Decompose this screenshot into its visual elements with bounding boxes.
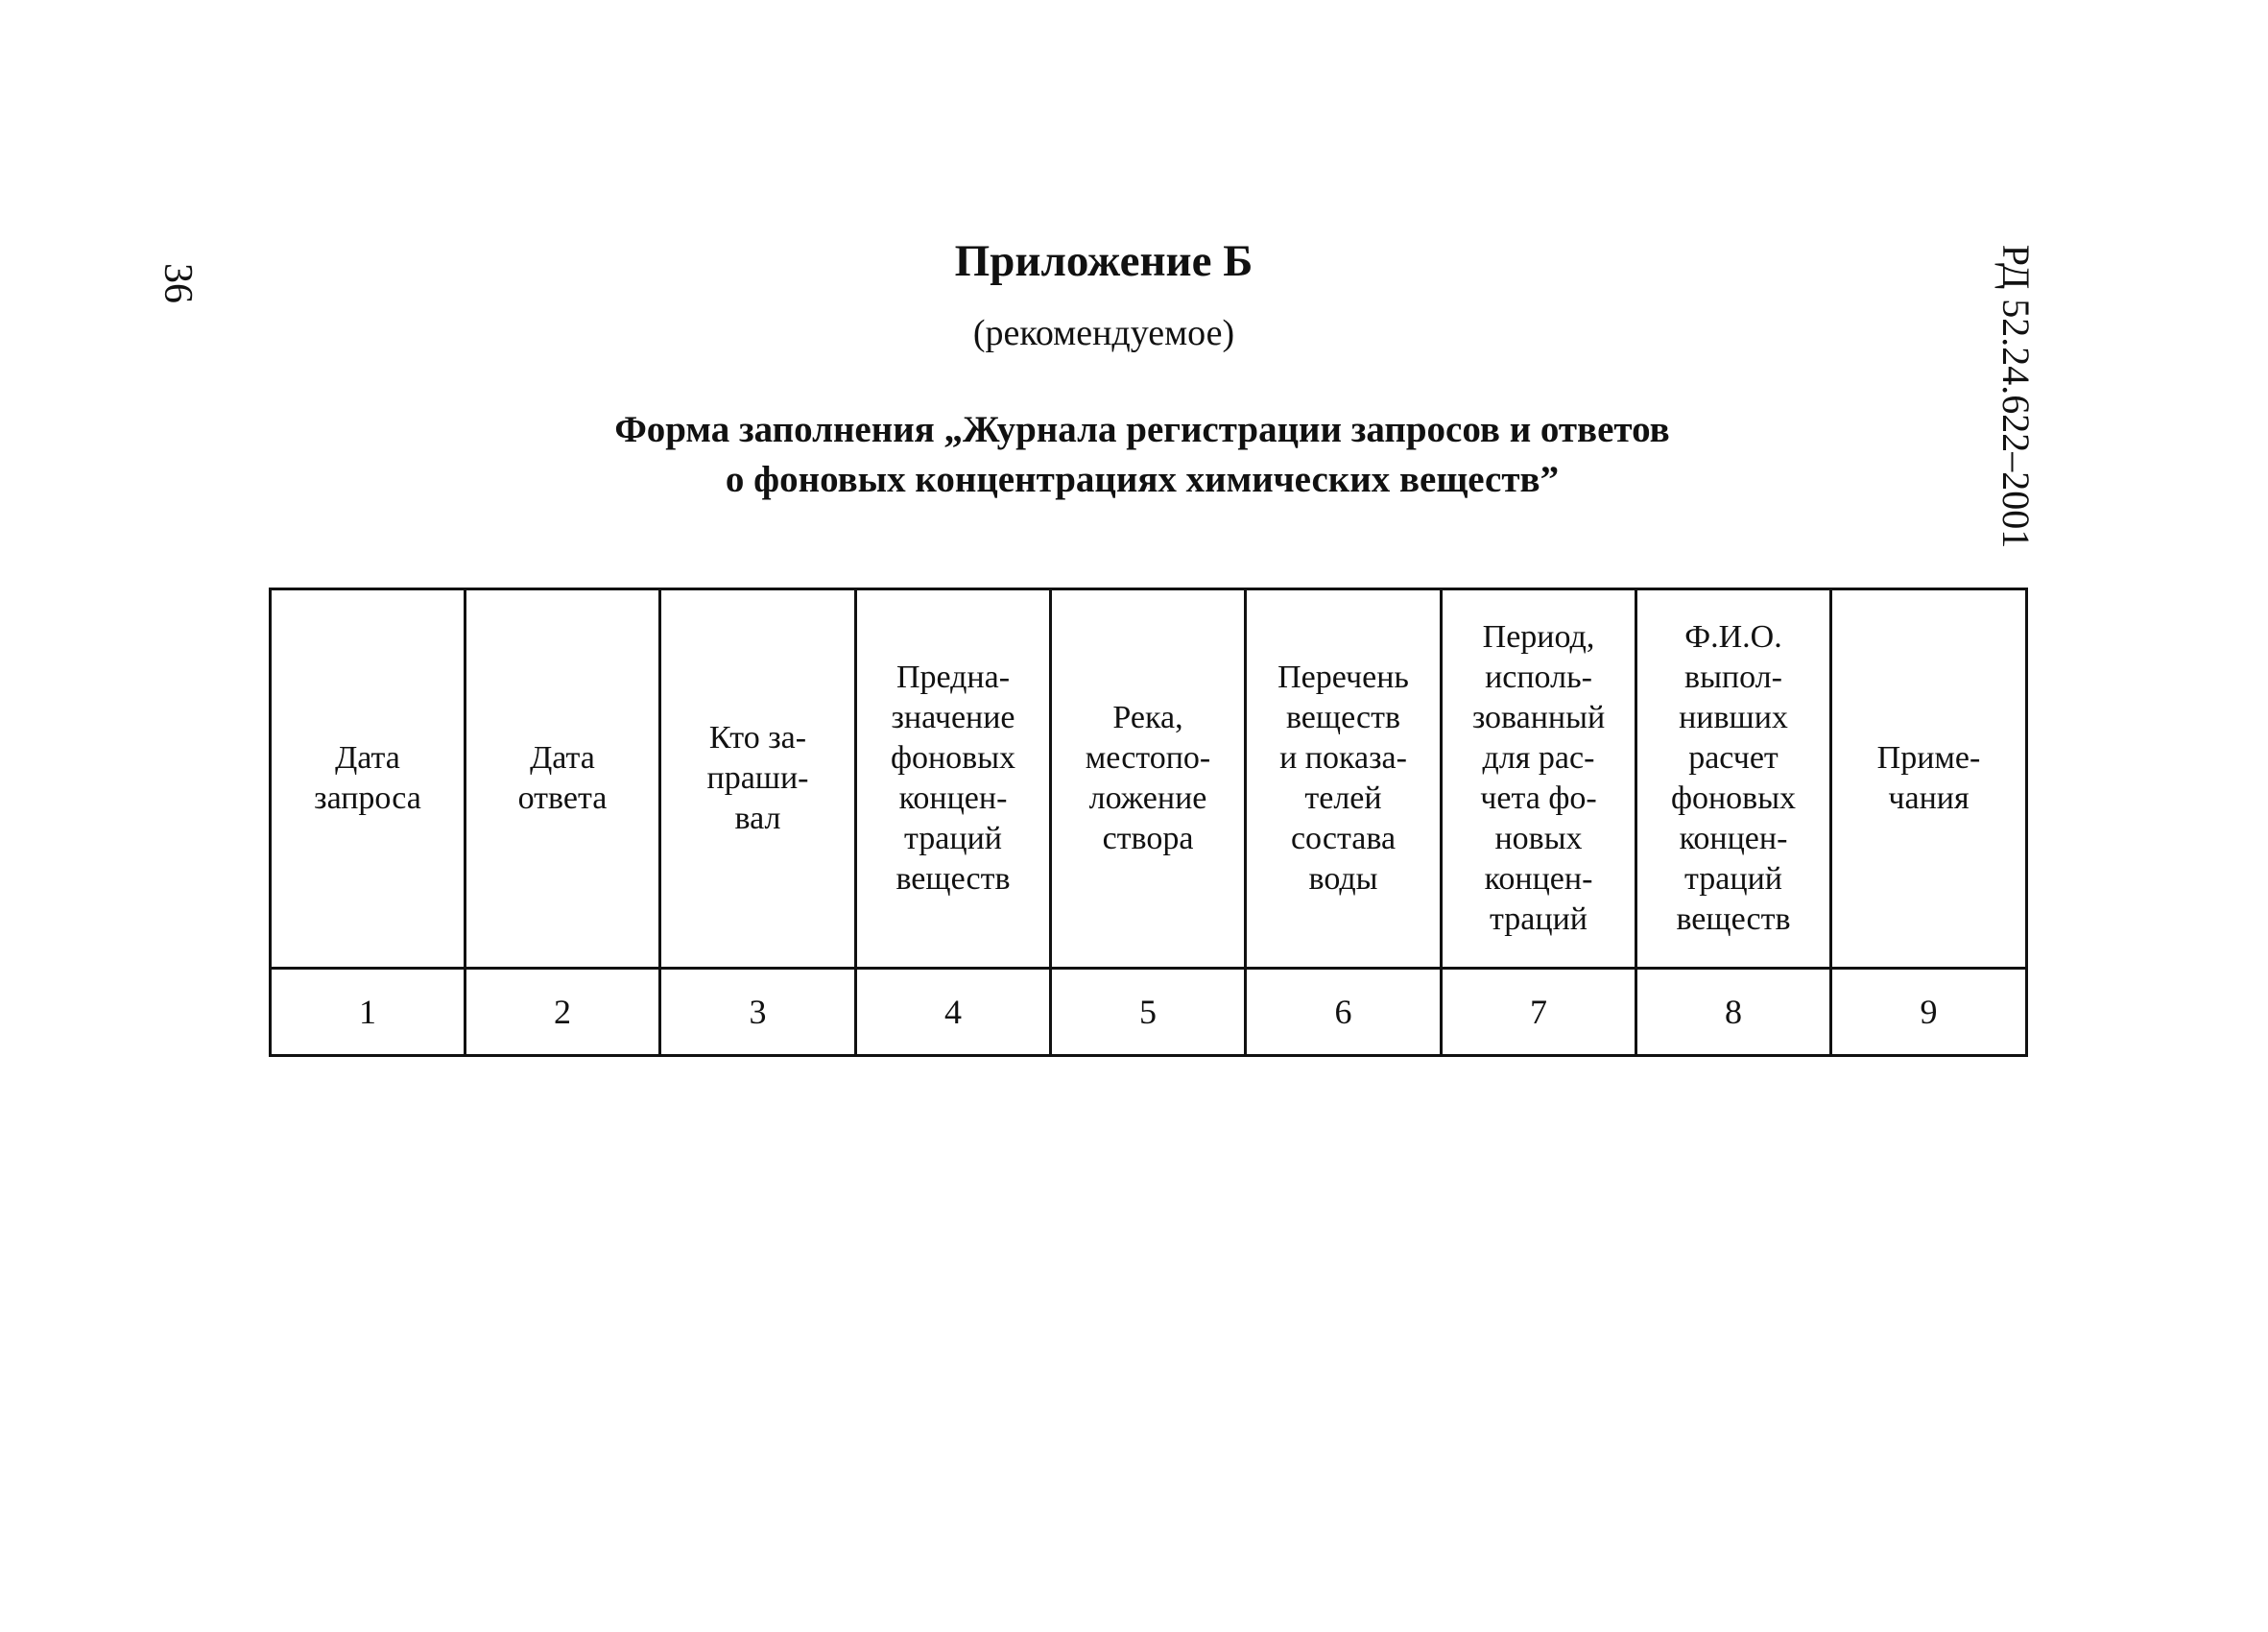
- form-title-line-2: о фоновых концентрациях химических веществ”: [725, 459, 1560, 500]
- journal-form-table: [269, 588, 2028, 1057]
- appendix-subtitle: (рекомендуемое): [972, 313, 1235, 353]
- column-header-requester: Кто за- праши- вал: [660, 589, 856, 969]
- column-number-9: 9: [1831, 969, 2027, 1056]
- page-number: 36: [155, 263, 200, 303]
- column-header-purpose: Предна- значение фоновых концен- траций веществ: [856, 589, 1051, 969]
- form-title: [461, 405, 1824, 505]
- column-number-5: 5: [1051, 969, 1246, 1056]
- column-number-8: 8: [1636, 969, 1831, 1056]
- document-code: РД 52.24.622–2001: [1994, 244, 2038, 549]
- column-header-response-date: Дата ответа: [466, 589, 660, 969]
- column-header-notes: Приме- чания: [1831, 589, 2027, 969]
- table-header-row: [271, 589, 2027, 969]
- table-number-row: [271, 969, 2027, 1056]
- appendix-title: Приложение Б: [954, 236, 1253, 286]
- column-number-2: 2: [466, 969, 660, 1056]
- column-header-substances-list: Перечень веществ и показа- телей состава воды: [1246, 589, 1442, 969]
- column-header-calculators-name: Ф.И.О. выпол- нивших расчет фоновых концен- траций веществ: [1636, 589, 1831, 969]
- column-header-river-location: Река, местопо- ложение створа: [1051, 589, 1246, 969]
- column-number-4: 4: [856, 969, 1051, 1056]
- form-title-line-1: Форма заполнения „Журнала регистрации запросов и ответов: [614, 409, 1670, 450]
- column-number-1: 1: [271, 969, 466, 1056]
- column-header-request-date: Дата запроса: [271, 589, 466, 969]
- column-number-7: 7: [1442, 969, 1636, 1056]
- column-number-6: 6: [1246, 969, 1442, 1056]
- column-header-period: Период, исполь- зованный для рас- чета фо- новых концен- траций: [1442, 589, 1636, 969]
- column-number-3: 3: [660, 969, 856, 1056]
